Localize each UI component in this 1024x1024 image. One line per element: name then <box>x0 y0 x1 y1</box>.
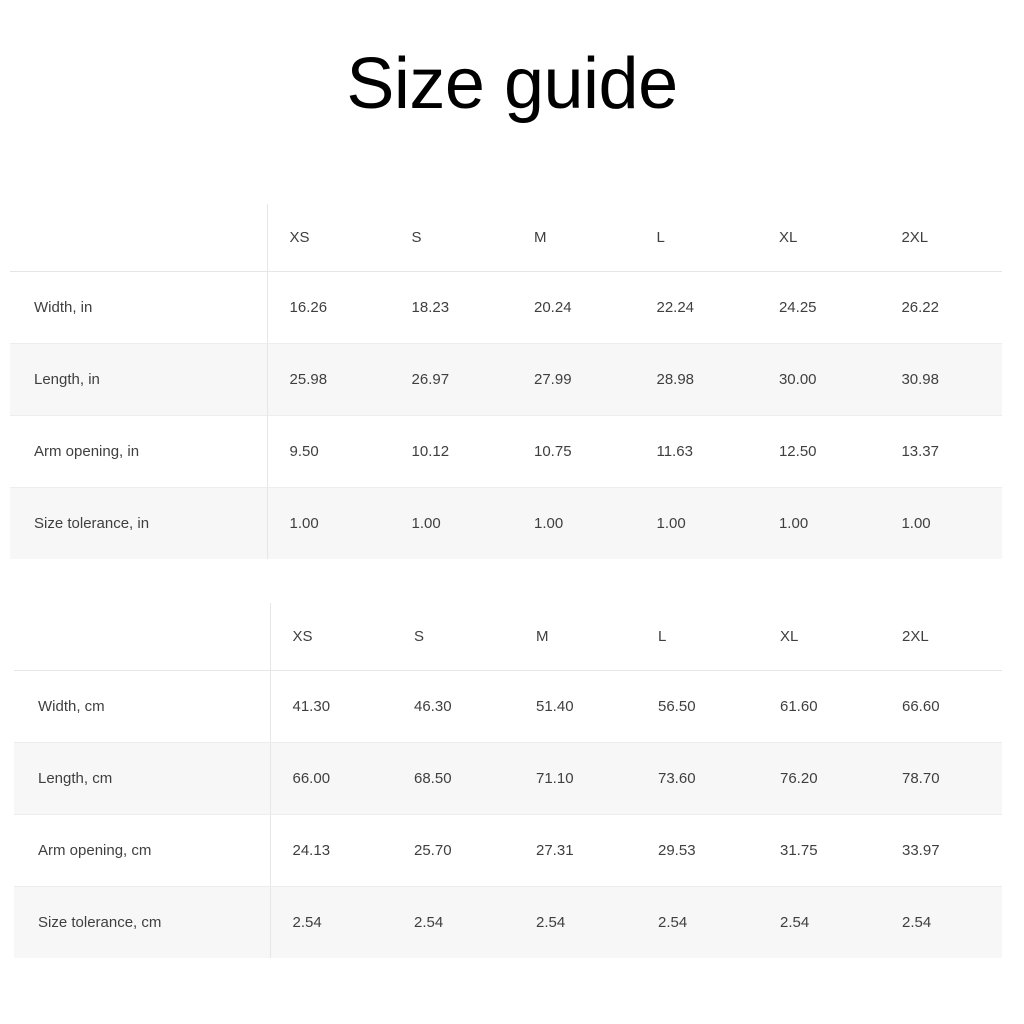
row-label: Arm opening, cm <box>14 815 270 887</box>
table-row <box>14 887 1002 959</box>
cell-value: 41.30 <box>270 671 392 743</box>
inches-table-header <box>10 204 1002 272</box>
cell-value: 26.97 <box>390 344 512 416</box>
row-label: Arm opening, in <box>10 416 267 488</box>
inches-table-container <box>0 204 1024 559</box>
centimeters-table-body <box>14 671 1002 959</box>
table-row <box>10 272 1002 344</box>
cell-value: 78.70 <box>880 743 1002 815</box>
centimeters-table-header <box>14 603 1002 671</box>
cell-value: 33.97 <box>880 815 1002 887</box>
cell-value: 29.53 <box>636 815 758 887</box>
cell-value: 2.54 <box>392 887 514 959</box>
cell-value: 66.00 <box>270 743 392 815</box>
cell-value: 31.75 <box>758 815 880 887</box>
cell-value: 1.00 <box>757 488 879 560</box>
row-label: Size tolerance, in <box>10 488 267 560</box>
cell-value: 2.54 <box>636 887 758 959</box>
table-row <box>14 671 1002 743</box>
cell-value: 24.13 <box>270 815 392 887</box>
cell-value: 16.26 <box>267 272 389 344</box>
row-label: Size tolerance, cm <box>14 887 270 959</box>
cell-value: 22.24 <box>634 272 756 344</box>
cell-value: 1.00 <box>390 488 512 560</box>
cell-value: 10.12 <box>390 416 512 488</box>
column-header-xs: XS <box>267 204 389 272</box>
row-label: Length, cm <box>14 743 270 815</box>
column-header-xs: XS <box>270 603 392 671</box>
column-header-2xl: 2XL <box>880 603 1002 671</box>
table-corner-cell <box>14 603 270 671</box>
cell-value: 2.54 <box>270 887 392 959</box>
table-header-row <box>10 204 1002 272</box>
row-label: Length, in <box>10 344 267 416</box>
cell-value: 25.70 <box>392 815 514 887</box>
cell-value: 1.00 <box>879 488 1002 560</box>
cell-value: 66.60 <box>880 671 1002 743</box>
column-header-m: M <box>512 204 634 272</box>
cell-value: 11.63 <box>634 416 756 488</box>
inches-table <box>10 204 1002 559</box>
column-header-l: L <box>634 204 756 272</box>
cell-value: 76.20 <box>758 743 880 815</box>
column-header-m: M <box>514 603 636 671</box>
cell-value: 68.50 <box>392 743 514 815</box>
cell-value: 27.31 <box>514 815 636 887</box>
row-label: Width, cm <box>14 671 270 743</box>
cell-value: 30.98 <box>879 344 1002 416</box>
table-row <box>10 488 1002 560</box>
centimeters-table-container <box>0 603 1024 958</box>
row-label: Width, in <box>10 272 267 344</box>
cell-value: 28.98 <box>634 344 756 416</box>
cell-value: 71.10 <box>514 743 636 815</box>
cell-value: 2.54 <box>758 887 880 959</box>
cell-value: 2.54 <box>880 887 1002 959</box>
cell-value: 18.23 <box>390 272 512 344</box>
cell-value: 73.60 <box>636 743 758 815</box>
cell-value: 24.25 <box>757 272 879 344</box>
cell-value: 10.75 <box>512 416 634 488</box>
column-header-xl: XL <box>758 603 880 671</box>
cell-value: 27.99 <box>512 344 634 416</box>
page-title: Size guide <box>346 44 678 124</box>
cell-value: 20.24 <box>512 272 634 344</box>
cell-value: 30.00 <box>757 344 879 416</box>
cell-value: 1.00 <box>267 488 389 560</box>
table-row <box>14 743 1002 815</box>
table-header-row <box>14 603 1002 671</box>
column-header-l: L <box>636 603 758 671</box>
cell-value: 56.50 <box>636 671 758 743</box>
inches-table-body <box>10 272 1002 560</box>
cell-value: 51.40 <box>514 671 636 743</box>
column-header-2xl: 2XL <box>879 204 1002 272</box>
cell-value: 61.60 <box>758 671 880 743</box>
column-header-s: S <box>390 204 512 272</box>
cell-value: 46.30 <box>392 671 514 743</box>
cell-value: 2.54 <box>514 887 636 959</box>
column-header-xl: XL <box>757 204 879 272</box>
cell-value: 26.22 <box>879 272 1002 344</box>
table-row <box>10 344 1002 416</box>
cell-value: 12.50 <box>757 416 879 488</box>
cell-value: 9.50 <box>267 416 389 488</box>
cell-value: 1.00 <box>634 488 756 560</box>
cell-value: 1.00 <box>512 488 634 560</box>
table-row <box>10 416 1002 488</box>
centimeters-table <box>14 603 1002 958</box>
table-corner-cell <box>10 204 267 272</box>
column-header-s: S <box>392 603 514 671</box>
cell-value: 25.98 <box>267 344 389 416</box>
cell-value: 13.37 <box>879 416 1002 488</box>
table-row <box>14 815 1002 887</box>
